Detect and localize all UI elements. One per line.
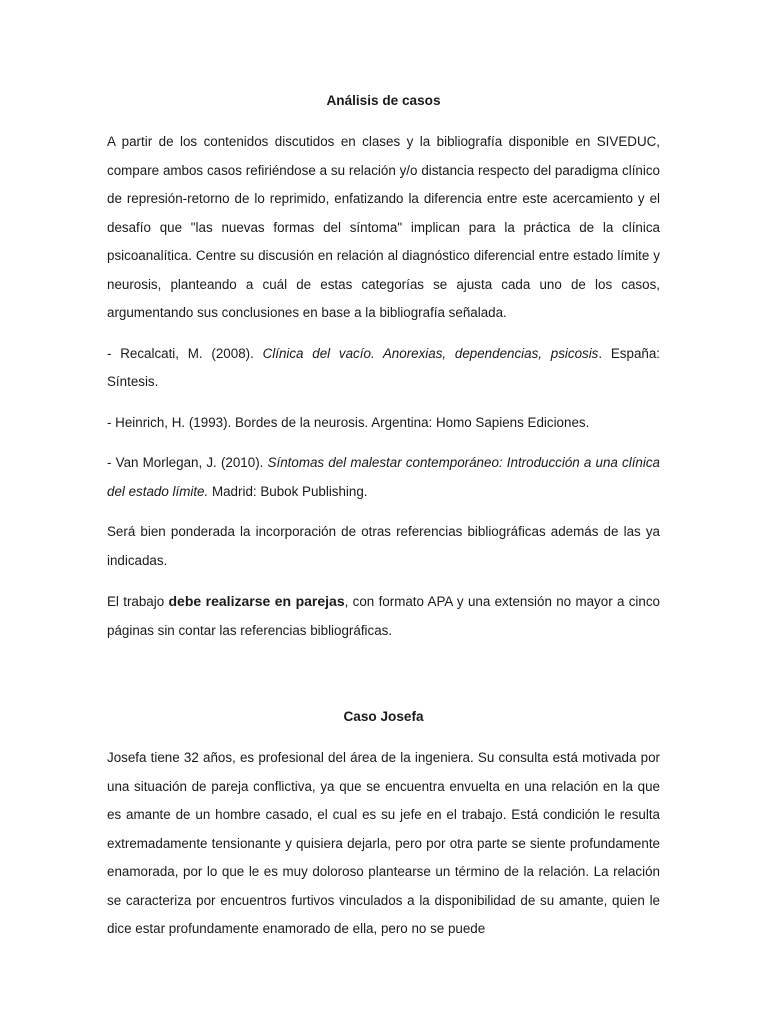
reference-text: - Recalcati, M. (2008).: [107, 345, 263, 361]
reference-text: - Heinrich, H. (1993). Bordes de la neurosis. Argentina: Homo Sapiens Ediciones.: [107, 414, 590, 430]
format-paragraph: [107, 587, 660, 645]
reference-text: - Van Morlegan, J. (2010).: [107, 455, 268, 470]
section-title-analysis: Análisis de casos: [326, 93, 441, 108]
section-title-case: Caso Josefa: [343, 709, 424, 724]
format-emphasis: debe realizarse en parejas: [168, 593, 345, 609]
reference-text: Madrid: Bubok Publishing.: [208, 483, 368, 499]
format-text: , con formato APA y una extensión no mayor a cinco páginas sin contar las referencias bibliográficas.: [107, 594, 660, 638]
extra-references-paragraph: Será bien ponderada la incorporación de otras referencias bibliográficas además de las ya indicadas.: [107, 524, 660, 568]
reference-title: Clínica del vacío. Anorexias, dependencias, psicosis: [262, 345, 599, 361]
reference-recalcati: [107, 340, 660, 397]
reference-title: Síntomas del malestar contemporáneo: Introducción a una clínica del estado límite.: [107, 455, 660, 499]
reference-heinrich: [107, 409, 660, 438]
intro-paragraph: A partir de los contenidos discutidos en clases y la bibliografía disponible en SIVEDUC, compare ambos casos refiriéndose a su relación y/o distancia respecto del paradigma clínico de represión-retorno de lo reprimido, enfatizando la diferencia entre este acercamiento y el desafío que "las nuevas formas del síntoma" implican para la práctica de la clínica psicoanalítica. Centre su discusión en relación al diagnóstico diferencial entre estado límite y neurosis, planteando a cuál de estas categorías se ajusta cada uno de los casos, argumentando sus conclusiones en base a la bibliografía señalada.: [107, 134, 660, 320]
reference-text: . España: Síntesis.: [107, 345, 661, 389]
reference-van-morlegan: [107, 449, 660, 506]
format-text: El trabajo: [107, 594, 169, 609]
document-page: [107, 86, 660, 944]
case-paragraph: Josefa tiene 32 años, es profesional del área de la ingeniera. Su consulta está motivada por una situación de pareja conflictiva, ya que se encuentra envuelta en una relación en la que es amante de un hombre casado, el cual es su jefe en el trabajo. Está condición le resulta extremadamente tensionante y quisiera dejarla, pero por otra parte se siente profundamente enamorada, por lo que le es muy doloroso plantearse un término de la relación. La relación se caracteriza por encuentros furtivos vinculados a la disponibilidad de su amante, quien le dice estar profundamente enamorado de ella, pero no se puede: [107, 750, 660, 936]
